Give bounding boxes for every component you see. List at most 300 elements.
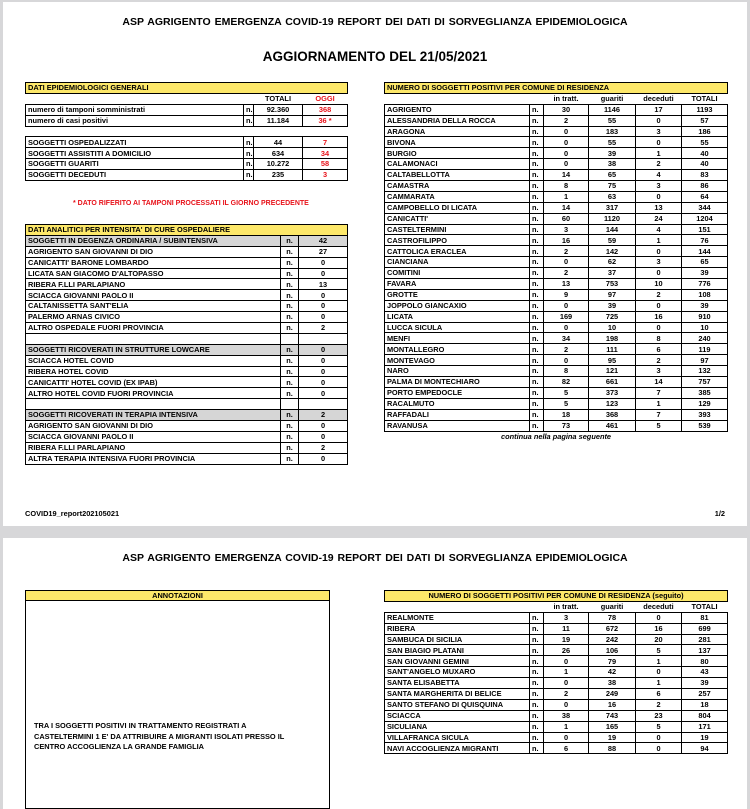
comune-row [385, 623, 728, 634]
comune-in-tratt: 0 [544, 322, 589, 333]
comune-in-tratt: 2 [544, 115, 589, 126]
comune-unit: n. [530, 235, 544, 246]
hospital-value: 2 [299, 442, 348, 453]
general-row [26, 170, 348, 181]
comuni-continued-table [384, 590, 728, 754]
comune-deceduti: 1 [636, 235, 682, 246]
col-header: in tratt. [553, 94, 579, 104]
comune-name: MONTEVAGO [385, 355, 530, 366]
comune-in-tratt: 0 [544, 732, 589, 743]
comune-name: ALESSANDRIA DELLA ROCCA [385, 115, 530, 126]
annotation-line: TRA I SOGGETTI POSITIVI IN TRATTAMENTO REGISTRATI A [34, 721, 247, 730]
row-today: 36 * [303, 115, 348, 126]
hospital-label [26, 399, 281, 410]
comune-guariti: 743 [589, 710, 636, 721]
page-number: 1/2 [714, 509, 725, 518]
comuni-title: NUMERO DI SOGGETTI POSITIVI PER COMUNE DI RESIDENZA [385, 83, 728, 94]
comune-in-tratt: 18 [544, 409, 589, 420]
comune-totali: 83 [682, 170, 728, 181]
col-header: guariti [600, 94, 624, 104]
comune-row [385, 202, 728, 213]
comune-totali: 39 [682, 300, 728, 311]
comune-in-tratt: 34 [544, 333, 589, 344]
comune-guariti: 142 [589, 246, 636, 257]
hospital-row [26, 344, 348, 355]
comune-name: SAMBUCA DI SICILIA [385, 634, 530, 645]
comune-in-tratt: 38 [544, 710, 589, 721]
comune-unit: n. [530, 355, 544, 366]
hospital-unit: n. [281, 421, 299, 432]
row-label: numero di tamponi somministrati [26, 104, 244, 115]
comune-deceduti: 0 [636, 667, 682, 678]
comune-in-tratt: 0 [544, 300, 589, 311]
comune-totali: 119 [682, 344, 728, 355]
hospital-label: PALERMO ARNAS CIVICO [26, 312, 281, 323]
comune-guariti: 62 [589, 257, 636, 268]
comune-totali: 757 [682, 377, 728, 388]
comune-deceduti: 1 [636, 678, 682, 689]
hospital-value: 0 [299, 388, 348, 399]
comune-totali: 1193 [682, 104, 728, 115]
comune-guariti: 75 [589, 181, 636, 192]
hospital-value: 13 [299, 279, 348, 290]
comune-in-tratt: 16 [544, 235, 589, 246]
comune-unit: n. [530, 634, 544, 645]
comune-unit: n. [530, 268, 544, 279]
comune-unit: n. [530, 333, 544, 344]
comune-name: BIVONA [385, 137, 530, 148]
comune-in-tratt: 2 [544, 344, 589, 355]
comune-deceduti: 24 [636, 213, 682, 224]
comune-totali: 385 [682, 387, 728, 398]
col-oggi: OGGI [315, 94, 335, 104]
hospital-value: 0 [299, 257, 348, 268]
comune-deceduti: 6 [636, 344, 682, 355]
row-unit: n. [244, 137, 254, 148]
col-header: guariti [600, 602, 624, 612]
comune-in-tratt: 5 [544, 398, 589, 409]
row-label: SOGGETTI OSPEDALIZZATI [26, 137, 244, 148]
comune-guariti: 39 [589, 148, 636, 159]
comune-deceduti: 10 [636, 279, 682, 290]
comune-name: CANICATTI' [385, 213, 530, 224]
comune-row [385, 634, 728, 645]
comune-row [385, 710, 728, 721]
hospital-label: AGRIGENTO SAN GIOVANNI DI DIO [26, 421, 281, 432]
comune-deceduti: 7 [636, 409, 682, 420]
comune-name: CAMMARATA [385, 191, 530, 202]
hospital-value: 42 [299, 235, 348, 246]
comune-guariti: 97 [589, 289, 636, 300]
comune-guariti: 373 [589, 387, 636, 398]
comune-in-tratt: 0 [544, 137, 589, 148]
general-row [26, 148, 348, 159]
comune-row [385, 377, 728, 388]
comune-name: AGRIGENTO [385, 104, 530, 115]
comune-totali: 40 [682, 159, 728, 170]
comune-unit: n. [530, 612, 544, 623]
row-label: SOGGETTI ASSISTITI A DOMICILIO [26, 148, 244, 159]
comune-unit: n. [530, 257, 544, 268]
comune-row [385, 115, 728, 126]
report-header-2: ASP AGRIGENTO EMERGENZA COVID-19 REPORT DEI DATI DI SORVEGLIANZA EPIDEMIOLOGICA [122, 552, 628, 564]
comune-row [385, 257, 728, 268]
comune-unit: n. [530, 678, 544, 689]
comune-name: SCIACCA [385, 710, 530, 721]
comune-name: SAN GIOVANNI GEMINI [385, 656, 530, 667]
hospital-value: 2 [299, 410, 348, 421]
comune-name: REALMONTE [385, 612, 530, 623]
comune-deceduti: 14 [636, 377, 682, 388]
comune-in-tratt: 2 [544, 268, 589, 279]
col-empty [385, 601, 530, 612]
comune-name: SICULIANA [385, 721, 530, 732]
comune-deceduti: 0 [636, 612, 682, 623]
comune-totali: 40 [682, 148, 728, 159]
hospital-label: ALTRO HOTEL COVID FUORI PROVINCIA [26, 388, 281, 399]
comune-row [385, 743, 728, 754]
comune-guariti: 1146 [589, 104, 636, 115]
hospital-row [26, 333, 348, 344]
general-row [26, 159, 348, 170]
comune-deceduti: 8 [636, 333, 682, 344]
comune-row [385, 721, 728, 732]
hospital-unit: n. [281, 431, 299, 442]
comune-deceduti: 0 [636, 137, 682, 148]
comune-guariti: 95 [589, 355, 636, 366]
row-unit: n. [244, 104, 254, 115]
comune-name: CAMASTRA [385, 181, 530, 192]
general-row [26, 104, 348, 115]
hospital-value: 27 [299, 246, 348, 257]
comune-name: SANTA MARGHERITA DI BELICE [385, 689, 530, 700]
comune-row [385, 344, 728, 355]
hospital-unit [281, 333, 299, 344]
comune-in-tratt: 1 [544, 667, 589, 678]
comune-name: LICATA [385, 311, 530, 322]
hospital-row [26, 453, 348, 464]
row-total: 634 [254, 148, 303, 159]
comune-deceduti: 2 [636, 699, 682, 710]
annotations-title: ANNOTAZIONI [26, 591, 329, 601]
comune-guariti: 38 [589, 159, 636, 170]
annotation-line: CENTRO ACCOGLIENZA LA GRANDE FAMIGLIA [34, 742, 204, 752]
comune-deceduti: 17 [636, 104, 682, 115]
hospital-unit: n. [281, 312, 299, 323]
comune-in-tratt: 2 [544, 246, 589, 257]
hospital-row [26, 279, 348, 290]
comune-row [385, 181, 728, 192]
comune-deceduti: 5 [636, 420, 682, 431]
comune-deceduti: 16 [636, 311, 682, 322]
hospital-value [299, 333, 348, 344]
comune-unit: n. [530, 366, 544, 377]
comune-unit: n. [530, 311, 544, 322]
comune-unit: n. [530, 191, 544, 202]
comune-deceduti: 2 [636, 289, 682, 300]
comune-row [385, 387, 728, 398]
comune-guariti: 753 [589, 279, 636, 290]
hospital-title: DATI ANALITICI PER INTENSITA' DI CURE OSPEDALIERE [26, 225, 348, 236]
hospital-label: CANICATTI' BARONE LOMBARDO [26, 257, 281, 268]
hospital-value: 0 [299, 453, 348, 464]
comune-name: RIBERA [385, 623, 530, 634]
comune-in-tratt: 0 [544, 355, 589, 366]
comuni-continued-title: NUMERO DI SOGGETTI POSITIVI PER COMUNE DI RESIDENZA (seguito) [385, 591, 728, 602]
col-header: deceduti [643, 94, 674, 104]
comune-name: RAVANUSA [385, 420, 530, 431]
hospital-label: CANICATTI' HOTEL COVID (EX IPAB) [26, 377, 281, 388]
comune-unit: n. [530, 148, 544, 159]
hospital-unit: n. [281, 366, 299, 377]
comune-row [385, 159, 728, 170]
comune-totali: 171 [682, 721, 728, 732]
comune-deceduti: 0 [636, 743, 682, 754]
hospital-value: 0 [299, 290, 348, 301]
comune-unit: n. [530, 181, 544, 192]
row-unit: n. [244, 159, 254, 170]
comune-in-tratt: 3 [544, 612, 589, 623]
hospital-unit: n. [281, 442, 299, 453]
annotations-box [25, 590, 330, 809]
comune-in-tratt: 1 [544, 191, 589, 202]
comune-unit: n. [530, 159, 544, 170]
hospital-unit: n. [281, 301, 299, 312]
comune-guariti: 55 [589, 137, 636, 148]
comune-in-tratt: 0 [544, 656, 589, 667]
comune-unit: n. [530, 224, 544, 235]
comune-deceduti: 13 [636, 202, 682, 213]
comune-deceduti: 1 [636, 656, 682, 667]
comune-name: CAMPOBELLO DI LICATA [385, 202, 530, 213]
comune-in-tratt: 6 [544, 743, 589, 754]
comune-row [385, 420, 728, 431]
row-today [303, 126, 348, 137]
comune-name: BURGIO [385, 148, 530, 159]
hospital-label: SOGGETTI IN DEGENZA ORDINARIA / SUBINTENSIVA [26, 235, 281, 246]
comune-row [385, 311, 728, 322]
row-unit [244, 126, 254, 137]
comune-name: CASTELTERMINI [385, 224, 530, 235]
comune-row [385, 678, 728, 689]
comune-in-tratt: 26 [544, 645, 589, 656]
comune-in-tratt: 82 [544, 377, 589, 388]
hospital-row [26, 442, 348, 453]
comune-name: COMITINI [385, 268, 530, 279]
comune-unit: n. [530, 377, 544, 388]
hospital-row [26, 388, 348, 399]
col-empty [530, 93, 544, 104]
comune-guariti: 144 [589, 224, 636, 235]
comune-name: FAVARA [385, 279, 530, 290]
comune-totali: 1204 [682, 213, 728, 224]
comune-row [385, 366, 728, 377]
hospital-unit [281, 399, 299, 410]
hospital-table [25, 224, 348, 465]
comune-in-tratt: 0 [544, 148, 589, 159]
comune-guariti: 65 [589, 170, 636, 181]
hospital-value: 0 [299, 377, 348, 388]
comune-in-tratt: 13 [544, 279, 589, 290]
comune-row [385, 126, 728, 137]
comune-row [385, 667, 728, 678]
row-label [26, 126, 244, 137]
comune-guariti: 183 [589, 126, 636, 137]
comune-totali: 57 [682, 115, 728, 126]
comune-in-tratt: 8 [544, 366, 589, 377]
comune-name: SANTO STEFANO DI QUISQUINA [385, 699, 530, 710]
hospital-value: 0 [299, 312, 348, 323]
comune-guariti: 725 [589, 311, 636, 322]
comune-deceduti: 0 [636, 300, 682, 311]
comune-deceduti: 5 [636, 721, 682, 732]
row-total: 235 [254, 170, 303, 181]
hospital-value: 0 [299, 431, 348, 442]
col-empty [385, 93, 530, 104]
update-date: AGGIORNAMENTO DEL 21/05/2021 [262, 49, 488, 64]
comune-unit: n. [530, 409, 544, 420]
comune-guariti: 106 [589, 645, 636, 656]
comune-unit: n. [530, 732, 544, 743]
comune-unit: n. [530, 699, 544, 710]
comune-totali: 64 [682, 191, 728, 202]
comune-deceduti: 0 [636, 246, 682, 257]
comune-unit: n. [530, 213, 544, 224]
hospital-row [26, 410, 348, 421]
comune-in-tratt: 0 [544, 159, 589, 170]
comune-name: SAN BIAGIO PLATANI [385, 645, 530, 656]
comune-totali: 65 [682, 257, 728, 268]
comune-deceduti: 4 [636, 224, 682, 235]
col-empty [530, 601, 544, 612]
comune-totali: 39 [682, 268, 728, 279]
comune-deceduti: 0 [636, 732, 682, 743]
comune-guariti: 123 [589, 398, 636, 409]
comune-in-tratt: 73 [544, 420, 589, 431]
comune-totali: 699 [682, 623, 728, 634]
hospital-row [26, 312, 348, 323]
comune-guariti: 165 [589, 721, 636, 732]
comune-totali: 76 [682, 235, 728, 246]
comune-in-tratt: 0 [544, 678, 589, 689]
hospital-value [299, 399, 348, 410]
comune-row [385, 279, 728, 290]
annotations-text [34, 721, 284, 753]
comune-unit: n. [530, 420, 544, 431]
comune-name: RACALMUTO [385, 398, 530, 409]
comune-unit: n. [530, 115, 544, 126]
general-note: * DATO RIFERITO AI TAMPONI PROCESSATI IL GIORNO PRECEDENTE [73, 200, 309, 207]
comune-deceduti: 1 [636, 398, 682, 409]
comune-name: LUCCA SICULA [385, 322, 530, 333]
hospital-label: AGRIGENTO SAN GIOVANNI DI DIO [26, 246, 281, 257]
comune-unit: n. [530, 126, 544, 137]
comune-deceduti: 1 [636, 148, 682, 159]
hospital-label: SCIACCA GIOVANNI PAOLO II [26, 431, 281, 442]
comune-name: SANTA ELISABETTA [385, 678, 530, 689]
comune-name: RAFFADALI [385, 409, 530, 420]
comune-name: PALMA DI MONTECHIARO [385, 377, 530, 388]
comune-row [385, 170, 728, 181]
report-code: COVID19_report202105021 [25, 509, 120, 518]
comune-unit: n. [530, 387, 544, 398]
row-today: 3 [303, 170, 348, 181]
comune-guariti: 661 [589, 377, 636, 388]
comune-in-tratt: 30 [544, 104, 589, 115]
comune-guariti: 16 [589, 699, 636, 710]
comune-totali: 80 [682, 656, 728, 667]
comune-row [385, 148, 728, 159]
comune-guariti: 63 [589, 191, 636, 202]
comune-guariti: 242 [589, 634, 636, 645]
hospital-row [26, 399, 348, 410]
comune-name: CALTABELLOTTA [385, 170, 530, 181]
hospital-row [26, 431, 348, 442]
comune-in-tratt: 1 [544, 721, 589, 732]
row-label: SOGGETTI DECEDUTI [26, 170, 244, 181]
comune-row [385, 322, 728, 333]
col-header: deceduti [643, 602, 674, 612]
comune-totali: 97 [682, 355, 728, 366]
comune-deceduti: 3 [636, 257, 682, 268]
comune-name: CATTOLICA ERACLEA [385, 246, 530, 257]
hospital-row [26, 377, 348, 388]
row-total: 10.272 [254, 159, 303, 170]
comune-in-tratt: 0 [544, 126, 589, 137]
hospital-label: SCIACCA GIOVANNI PAOLO II [26, 290, 281, 301]
comune-unit: n. [530, 398, 544, 409]
comune-totali: 144 [682, 246, 728, 257]
row-label: numero di casi positivi [26, 115, 244, 126]
hospital-unit: n. [281, 344, 299, 355]
comune-unit: n. [530, 202, 544, 213]
comune-guariti: 38 [589, 678, 636, 689]
comuni-table [384, 82, 728, 442]
hospital-row [26, 257, 348, 268]
comune-unit: n. [530, 710, 544, 721]
general-row [26, 126, 348, 137]
comune-totali: 151 [682, 224, 728, 235]
comune-row [385, 246, 728, 257]
comune-unit: n. [530, 137, 544, 148]
comune-row [385, 355, 728, 366]
comune-unit: n. [530, 279, 544, 290]
comune-unit: n. [530, 344, 544, 355]
general-data-table [25, 82, 348, 181]
comune-in-tratt: 5 [544, 387, 589, 398]
comune-row [385, 137, 728, 148]
hospital-value: 0 [299, 268, 348, 279]
comune-guariti: 10 [589, 322, 636, 333]
comune-row [385, 689, 728, 700]
hospital-label: SOGGETTI RICOVERATI IN TERAPIA INTENSIVA [26, 410, 281, 421]
hospital-value: 0 [299, 366, 348, 377]
comune-unit: n. [530, 689, 544, 700]
comune-totali: 10 [682, 322, 728, 333]
comune-name: MONTALLEGRO [385, 344, 530, 355]
hospital-row [26, 301, 348, 312]
comune-in-tratt: 60 [544, 213, 589, 224]
comune-totali: 94 [682, 743, 728, 754]
comune-deceduti: 0 [636, 191, 682, 202]
hospital-unit: n. [281, 257, 299, 268]
comune-row [385, 268, 728, 279]
comune-deceduti: 0 [636, 268, 682, 279]
row-today: 368 [303, 104, 348, 115]
comune-deceduti: 20 [636, 634, 682, 645]
comune-in-tratt: 14 [544, 170, 589, 181]
comune-totali: 776 [682, 279, 728, 290]
